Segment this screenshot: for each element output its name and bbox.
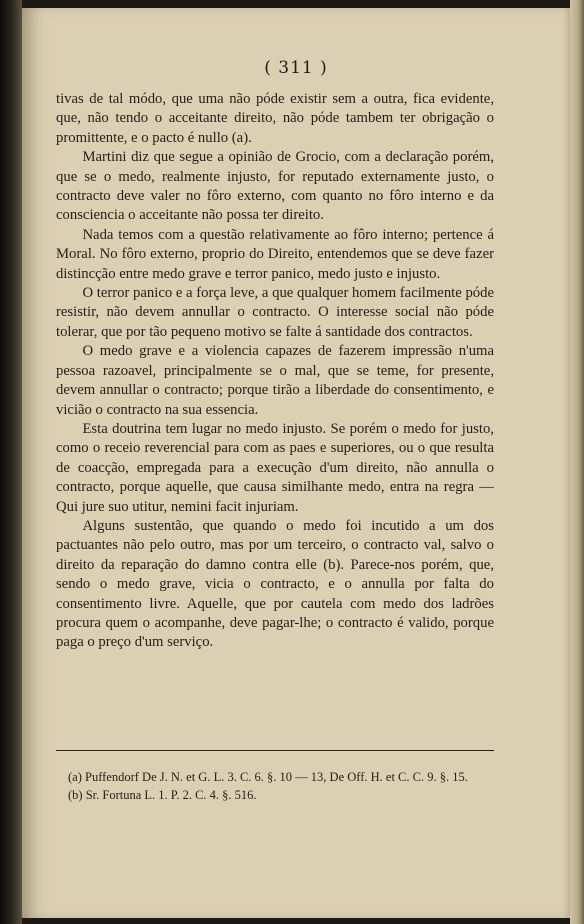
paragraph: tivas de tal módo, que uma não póde existir sem a outra, fica evidente, que, não tendo o acceitante direito, não póde tambem ter obrigação o promittente, e o pacto é nullo (a).	[56, 91, 494, 146]
book-page	[22, 8, 570, 918]
page-edge	[570, 0, 584, 924]
paragraph: Alguns sustentão, que quando o medo foi incutido a um dos pactuantes não pelo outro, mas por um terceiro, o contracto val, salvo o direito da reparação do damno contra elle (b). Parece-nos porém, que, sendo o medo grave, vicia o contracto, e o annulla por falta do consentimento livre. Aquelle, que por cautela com medo dos ladrões procura quem o acompanhe, deve pagar-lhe; o contracto é valido, porque paga o preço d'um serviço.	[56, 517, 494, 651]
paragraph: Martini diz que segue a opinião de Grocio, com a declaração porém, que se o medo, realmente injusto, for reputado externamente justo, o contracto deve valer no fôro externo, com quanto no fôro interno e da consciencia o acceitante não possa ter direito.	[56, 149, 494, 224]
paragraph: Nada temos com a questão relativamente ao fôro interno; pertence á Moral. No fôro externo, proprio do Direito, entendemos que se deve fazer distincção entre medo grave e terror panico, medo justo e injusto.	[56, 226, 494, 282]
book-spine	[0, 0, 22, 924]
footnotes	[56, 768, 494, 804]
page-number: ( 311 )	[264, 58, 328, 78]
paragraph: O terror panico e a força leve, a que qualquer homem facilmente póde resistir, não devem annullar o contracto. O interesse social não póde tolerar, que por tão pequeno motivo se falte á santidade dos contractos.	[56, 285, 494, 340]
body-text	[56, 90, 494, 653]
footnote: (b) Sr. Fortuna L. 1. P. 2. C. 4. §. 516.	[68, 788, 257, 802]
footnote: (a) Puffendorf De J. N. et G. L. 3. C. 6. §. 10 — 13, De Off. H. et C. C. 9. §. 15.	[68, 770, 468, 784]
paragraph: Esta doutrina tem lugar no medo injusto. Se porém o medo for justo, como o receio reverencial para com as paes e superiores, ou o que resulta de coacção, empregada para a execução d'um direito, não annulla o contracto, porque aquelle, que causa similhante medo, entra na regra — Qui jure suo utitur, nemini facit injuriam.	[56, 420, 494, 515]
footnote-rule	[56, 750, 494, 751]
paragraph: O medo grave e a violencia capazes de fazerem impressão n'uma pessoa razoavel, principalmente se o mal, que se teme, for presente, devem annullar o contracto; porque tirão a liberdade do consentimento, e vicião o contracto na sua essencia.	[56, 343, 494, 418]
